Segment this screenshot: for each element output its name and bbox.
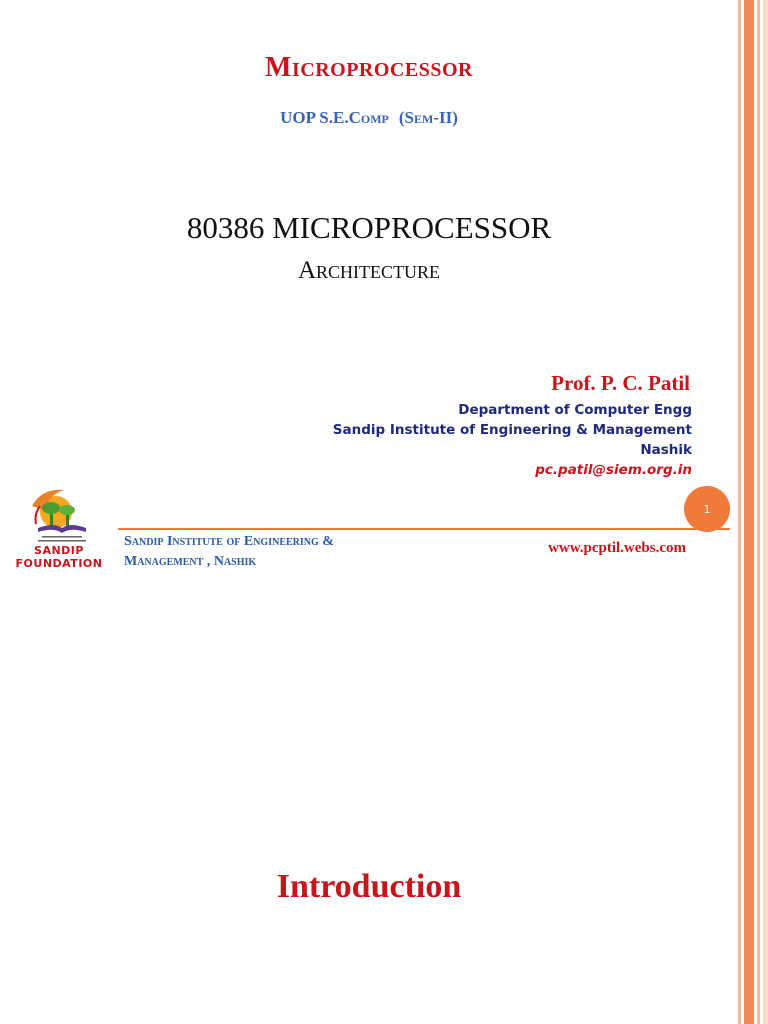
logo-text-foundation: FOUNDATION	[15, 557, 103, 570]
page-border-right	[738, 0, 768, 1024]
author-institute: Sandip Institute of Engineering & Management	[332, 422, 692, 438]
author-email: pc.patil@siem.org.in	[535, 462, 692, 478]
footer-institute-line1: Sandip Institute of Engineering &	[124, 534, 334, 549]
course-subtitle	[0, 108, 738, 128]
footer-website-link[interactable]: www.pcptil.webs.com	[548, 540, 686, 556]
page-number-badge: 1	[684, 486, 730, 532]
logo-text-sandip: SANDIP	[34, 544, 84, 557]
author-department: Department of Computer Engg	[458, 402, 692, 418]
footer-divider	[118, 528, 730, 530]
topic-title: 80386 MICROPROCESSOR	[186, 210, 552, 245]
course-name: UOP S.E.Comp	[280, 108, 389, 127]
next-slide-heading: Introduction	[276, 868, 462, 905]
author-city: Nashik	[640, 442, 692, 458]
author-name: Prof. P. C. Patil	[551, 371, 690, 395]
slide-title: Microprocessor	[265, 52, 473, 83]
topic-subtitle: Architecture	[297, 257, 441, 284]
semester-label: (Sem-II)	[398, 108, 458, 127]
footer-institute-line2: Management , Nashik	[124, 554, 257, 569]
